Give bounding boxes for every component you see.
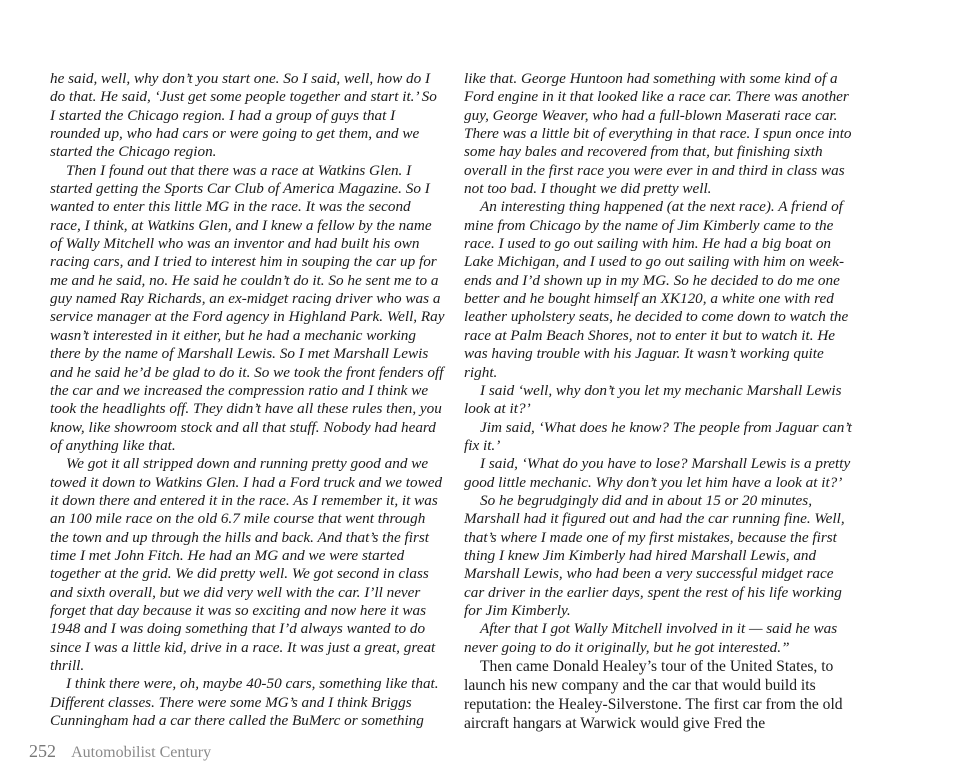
page-footer [29,741,211,762]
right-text-column [464,70,854,733]
paragraph: like that. George Huntoon had something with some kind of a Ford engine in it that looked like a race car. There was another guy, George Weaver, who had a full-blown Maserati race car. There was a little bit of everything in that race. I spun once into some hay bales and recovered from that, but finishing sixth overall in the first race you were ever in and third in class was not too bad. I thought we did pretty well. [464,70,852,198]
paragraph: After that I got Wally Mitchell involved in it — said he was never going to do it originally, but he got interested.” [464,620,838,656]
left-text-column [50,70,445,730]
paragraph: Then came Donald Healey’s tour of the United States, to launch his new company and the car that would build its reputation: the Healey-Silverstone. The first car from the old aircraft hangars at Warwick would give Fred the [464,658,843,732]
paragraph: Jim said, ‘What does he know? The people from Jaguar can’t fix it.’ [464,418,852,454]
page-number: 252 [29,741,56,761]
paragraph: We got it all stripped down and running pretty good and we towed it down to Watkins Glen. I had a Ford truck and we towed it down there and entered it in the race. As I remember it, it was an 100 mile race on the old 6.7 mile course that went through the town and up through the hills and back. And that’s the first time I met John Fitch. He had an MG and we were started together at the grid. We did pretty well. We got second in class and sixth overall, but we did very well with the car. I’ll never forget that day because it was so exciting and now here it was 1948 and I was doing something that I’d always wanted to do since I was a little kid, drive in a race. It was just a great, great thrill. [50,455,443,674]
paragraph: I said, ‘What do you have to lose? Marshall Lewis is a pretty good little mechanic. Why don’t you let him have a look at it?’ [464,455,851,491]
paragraph: I think there were, oh, maybe 40-50 cars, something like that. Different classes. There were some MG’s and I think Briggs Cunningham had a car there called the BuMerc or something [50,675,439,730]
paragraph: So he begrudgingly did and in about 15 or 20 minutes, Marshall had it figured out and had the car running fine. Well, that’s where I made one of my first mistakes, because the first thing I knew Jim Kimberly had hired Marshall Lewis, and Marshall Lewis, who had been a very successful midget race car driver in the earlier days, spent the rest of his life working for Jim Kimberly. [464,491,845,619]
paragraph: he said, well, why don’t you start one. So I said, well, how do I do that. He said, ‘Just get some people together and start it.’ So I started the Chicago region. I had a group of guys that I rounded up, who had cars or were going to get them, and we started the Chicago region. [50,70,437,161]
paragraph: Then I found out that there was a race at Watkins Glen. I started getting the Sports Car Club of America Magazine. So I wanted to enter this little MG in the race. It was the second race, I think, at Watkins Glen, and I knew a fellow by the name of Wally Mitchell who was an inventor and had built his own racing cars, and I tried to interest him in souping the car up for me and he said, no. He said he couldn’t do it. So he sent me to a guy named Ray Richards, an ex-midget racing driver who was a service manager at the Ford agency in Highland Park. Well, Ray wasn’t interested in it either, but he had a mechanic working there by the name of Marshall Lewis. So I met Marshall Lewis and he said he’d be glad to do it. So we took the front fenders off the car and we increased the compression ratio and I think we took the headlights off. They didn’t have all these rules then, you know, like showroom stock and all that stuff. Nobody had heard of anything like that. [50,161,445,454]
paragraph: I said ‘well, why don’t you let my mechanic Marshall Lewis look at it?’ [464,381,842,418]
running-title: Automobilist Century [71,744,212,761]
paragraph: An interesting thing happened (at the next race). A friend of mine from Chicago by the name of Jim Kimberly came to the race. I used to go out sailing with him. He had a big boat on Lake Michigan, and I used to go out sailing with him on week-ends and I’d shown up in my MG. So he decided to do me one better and he bought himself an XK120, a white one with red leather upholstery seats, he decided to come down to watch the race at Palm Beach Shores, not to enter it but to watch it. He was having trouble with his Jaguar. It wasn’t working quite right. [464,198,849,381]
